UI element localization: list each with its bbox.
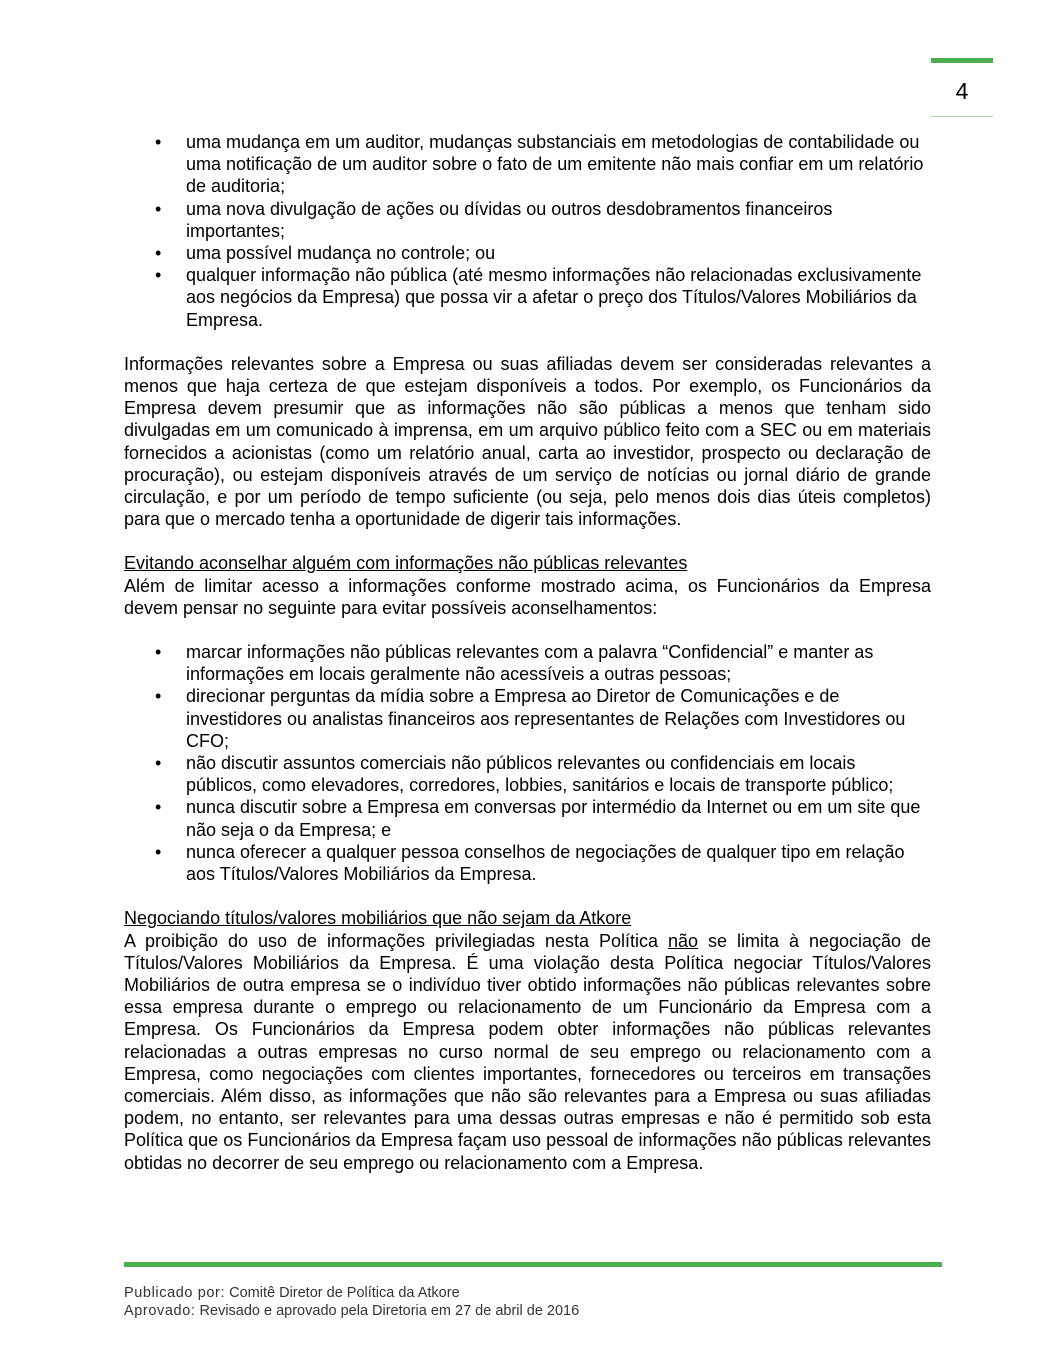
list-item: • qualquer informação não pública (até mesmo informações não relacionadas exclusivamente aos negócios da Empresa) que possa vir a afetar o preço dos Títulos/Valores Mobiliários da Empresa. bbox=[124, 264, 931, 331]
page-number: 4 bbox=[955, 78, 969, 104]
footer-published-value: Comitê Diretor de Política da Atkore bbox=[229, 1285, 460, 1301]
list-item: • uma mudança em um auditor, mudanças substanciais em metodologias de contabilidade ou uma notificação de um auditor sobre o fato de um emitente não mais confiar em um relatório de auditoria; bbox=[124, 131, 931, 198]
paragraph-text-start: A proibição do uso de informações privilegiadas nesta Política bbox=[124, 930, 668, 951]
footer-published bbox=[124, 1284, 579, 1302]
list-item: • marcar informações não públicas relevantes com a palavra “Confidencial” e manter as informações em locais geralmente não acessíveis a outras pessoas; bbox=[124, 641, 931, 685]
footer-approved-value: Revisado e aprovado pela Diretoria em 27 de abril de 2016 bbox=[199, 1303, 580, 1319]
list-item: • uma possível mudança no controle; ou bbox=[124, 242, 931, 264]
list-item: • uma nova divulgação de ações ou dívidas ou outros desdobramentos financeiros importantes; bbox=[124, 198, 931, 242]
page-number-divider bbox=[931, 116, 993, 117]
paragraph-text-end: se limita à negociação de Títulos/Valores Mobiliários da Empresa. É uma violação desta Política negociar Títulos/Valores Mobiliários de outra empresa se o indivíduo tiver obtido informações não públicas relevantes sobre essa empresa durante o emprego ou relacionamento de um Funcionário da Empresa com a Empresa. Os Funcionários da Empresa podem obter informações não públicas relevantes relacionadas a outras empresas no curso normal de seu emprego ou relacionamento com a Empresa, como negociações com clientes importantes, fornecedores ou terceiros em transações comerciais. Além disso, as informações que não são relevantes para a Empresa ou suas afiliadas podem, no entanto, ser relevantes para uma dessas outras empresas e não é permitido sob esta Política que os Funcionários da Empresa façam uso pessoal de informações não públicas relevantes obtidas no decorrer de seu emprego ou relacionamento com a Empresa. bbox=[124, 930, 932, 1173]
paragraph-other-securities bbox=[124, 930, 931, 1174]
document-body bbox=[124, 131, 931, 1174]
list-item: • direcionar perguntas da mídia sobre a Empresa ao Diretor de Comunicações e de investidores ou analistas financeiros aos representantes de Relações com Investidores ou CFO; bbox=[124, 685, 931, 752]
footer-approved-label: Aprovado: bbox=[124, 1303, 196, 1319]
list-item: • não discutir assuntos comerciais não públicos relevantes ou confidenciais em locais públicos, como elevadores, corredores, lobbies, sanitários e locais de transporte público; bbox=[124, 752, 931, 796]
section-intro-advice: Além de limitar acesso a informações conforme mostrado acima, os Funcionários da Empresa devem pensar no seguinte para evitar possíveis aconselhamentos: bbox=[124, 575, 931, 618]
footer bbox=[124, 1284, 579, 1320]
footer-approved bbox=[124, 1302, 579, 1320]
paragraph-relevant-info: Informações relevantes sobre a Empresa ou suas afiliadas devem ser consideradas relevantes a menos que haja certeza de que estejam disponíveis a todos. Por exemplo, os Funcionários da Empresa devem presumir que as informações não são públicas a menos que tenham sido divulgadas em um comunicado à imprensa, em um arquivo público feito com a SEC ou em materiais fornecidos a acionistas (como um relatório anual, carta ao investidor, prospecto ou declaração de procuração), ou estejam disponíveis através de um serviço de notícias ou jornal diário de grande circulação, e por um período de tempo suficiente (ou seja, pelo menos dois dias úteis completos) para que o mercado tenha a oportunidade de digerir tais informações. bbox=[124, 353, 931, 530]
bullet-list-advice bbox=[124, 641, 931, 885]
list-item: • nunca oferecer a qualquer pessoa conselhos de negociações de qualquer tipo em relação aos Títulos/Valores Mobiliários da Empresa. bbox=[124, 841, 931, 885]
section-heading-other-securities: Negociando títulos/valores mobiliários que não sejam da Atkore bbox=[124, 908, 632, 929]
list-item: • nunca discutir sobre a Empresa em conversas por intermédio da Internet ou em um site que não seja o da Empresa; e bbox=[124, 796, 931, 840]
footer-published-label: Publicado por: bbox=[124, 1285, 226, 1301]
footer-accent-bar bbox=[124, 1262, 942, 1267]
page-number-accent-bar bbox=[931, 58, 993, 63]
bullet-list-top bbox=[124, 131, 931, 331]
emphasis-not: não bbox=[668, 930, 699, 951]
section-heading-advice: Evitando aconselhar alguém com informações não públicas relevantes bbox=[124, 553, 688, 574]
